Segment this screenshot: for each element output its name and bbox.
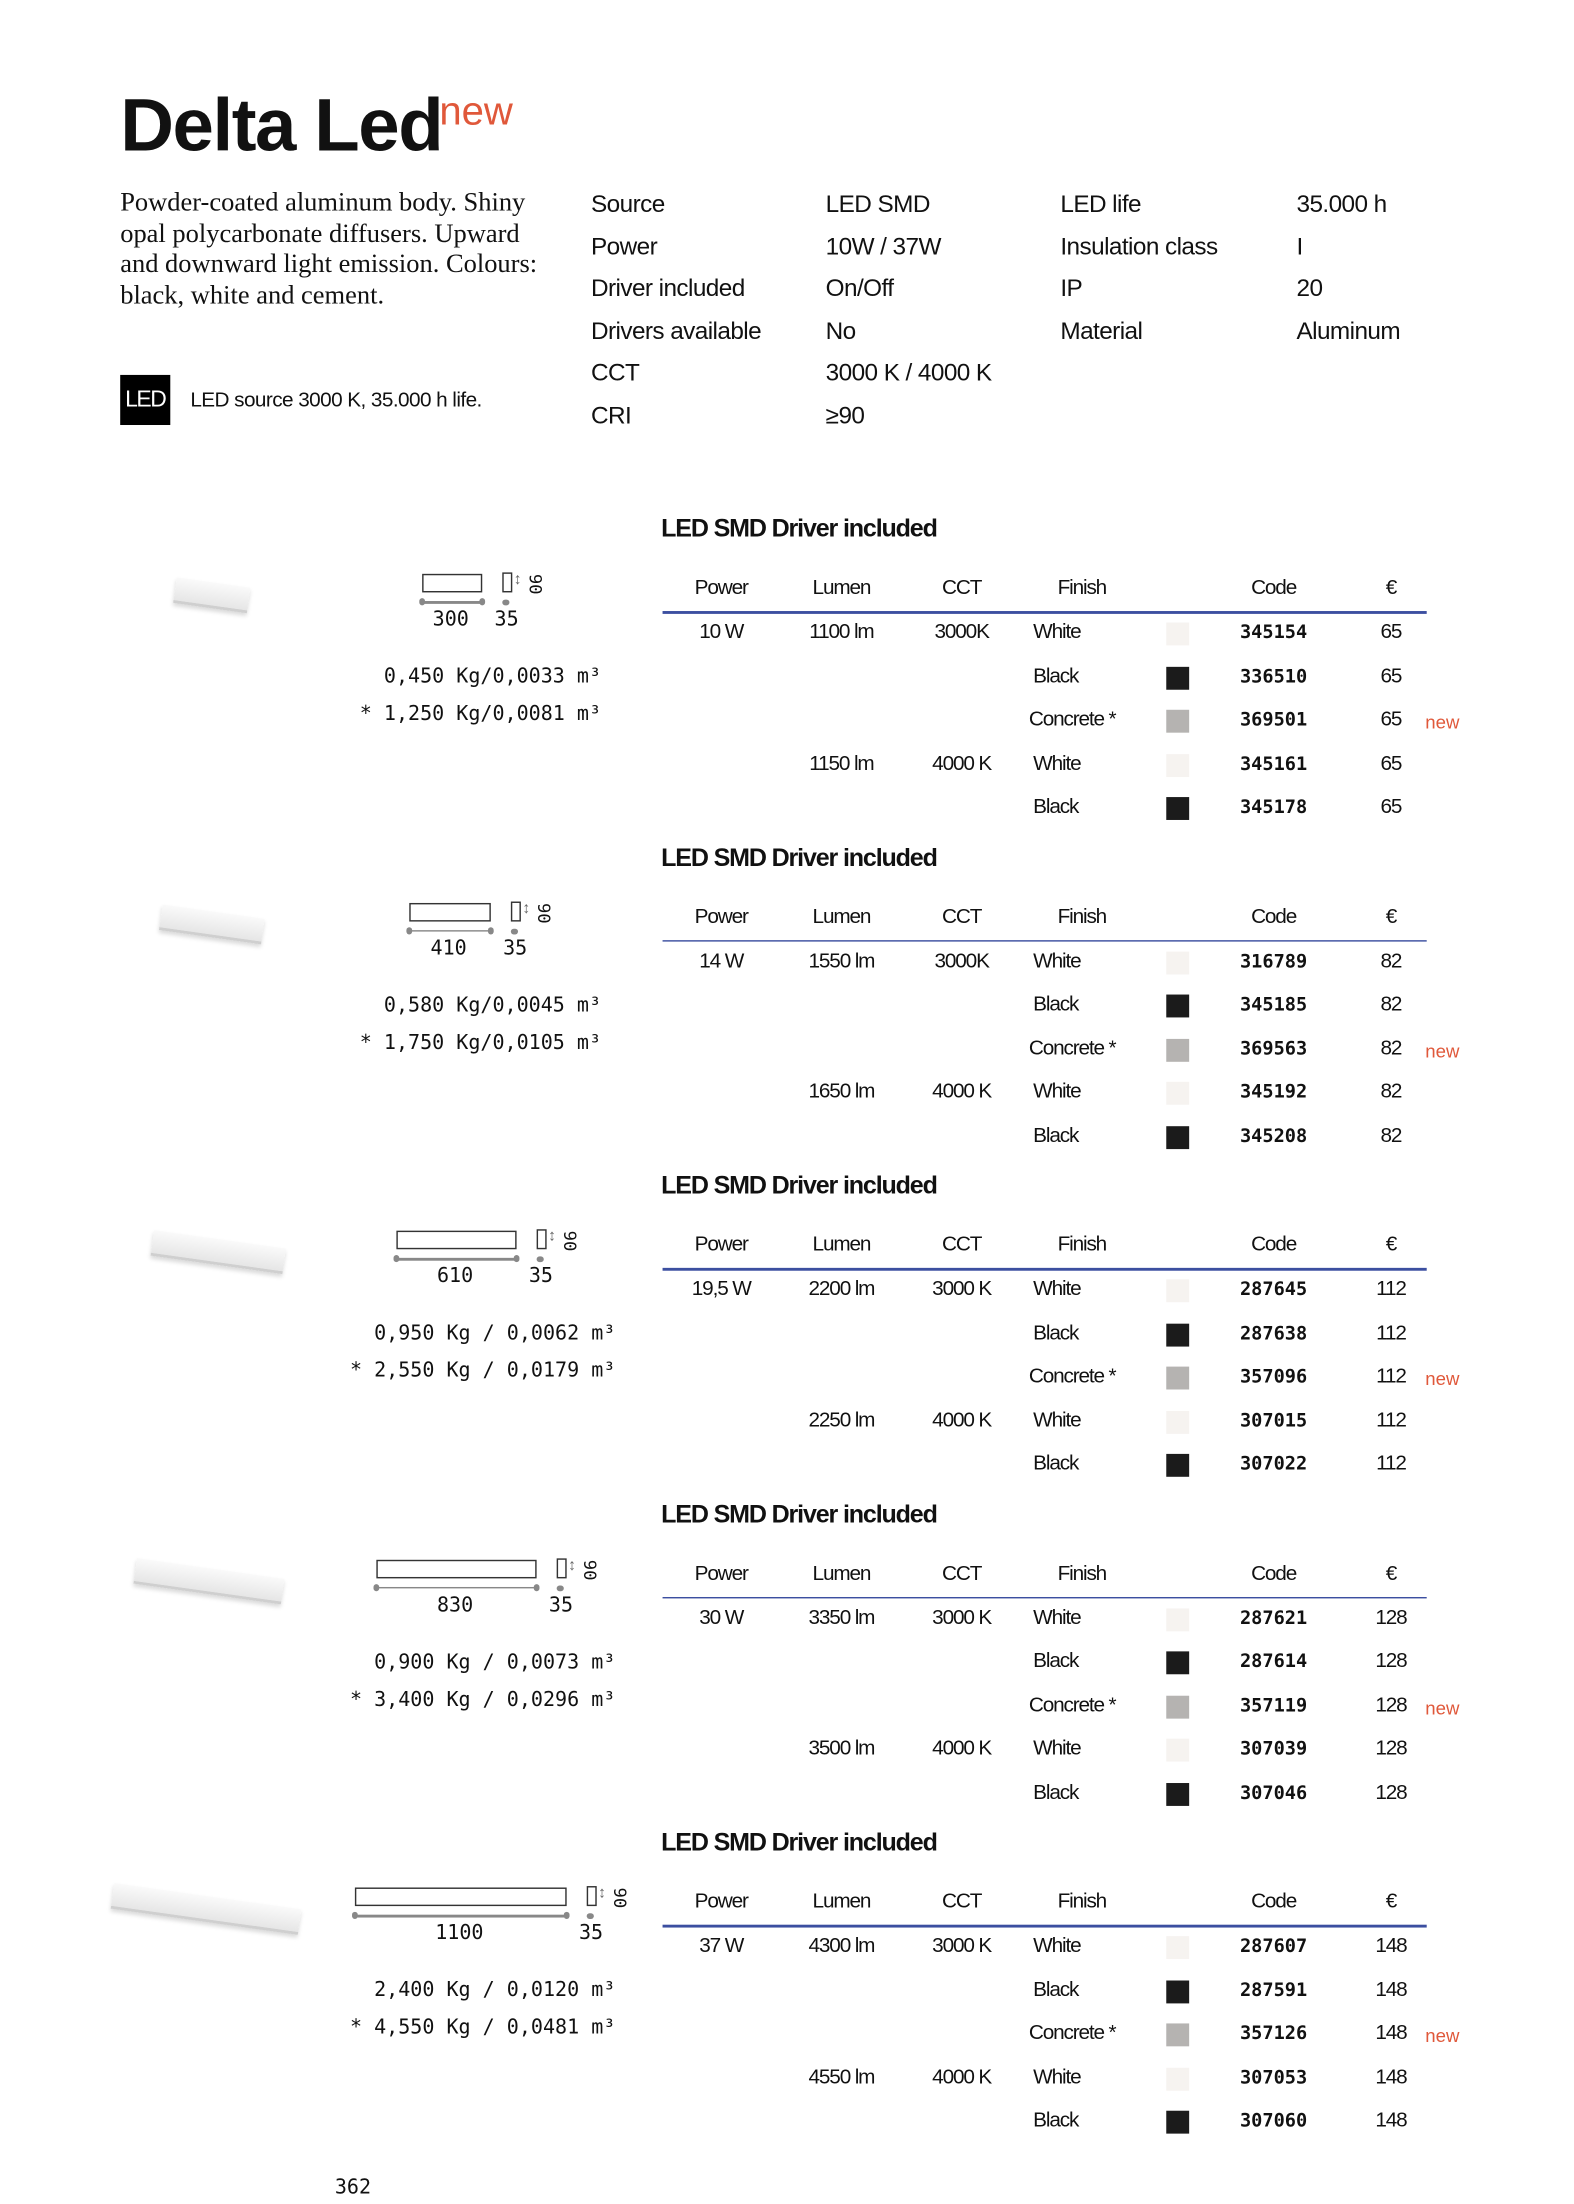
price-value: 65: [1380, 621, 1402, 644]
header-rule: [663, 939, 1427, 941]
dimension-depth-dot: [587, 1913, 594, 1919]
price-value: 128: [1375, 1606, 1407, 1630]
finish-swatch: [1166, 2067, 1189, 2090]
column-header-finish: Finish: [1057, 1561, 1107, 1585]
finish-value: Concrete *: [1028, 2022, 1116, 2045]
price-value: 148: [1375, 1934, 1407, 1958]
dimension-depth-dot: [511, 928, 518, 934]
spec-label: Insulation class: [1060, 233, 1218, 261]
finish-swatch: [1166, 622, 1189, 645]
product-image: [173, 577, 250, 613]
product-image: [159, 904, 265, 944]
weight-volume: 0,900 Kg / 0,0073 m³: [374, 1650, 616, 1674]
weight-volume: 0,450 Kg/0,0033 m³: [383, 665, 602, 689]
cct-value: 4000 K: [932, 1737, 992, 1761]
dimension-side-icon: [511, 901, 521, 921]
dimension-length-line: [422, 601, 482, 603]
new-badge: new: [1425, 1696, 1460, 1718]
product-code: 287614: [1239, 1651, 1308, 1673]
finish-value: White: [1033, 1080, 1081, 1104]
height-arrow-icon: ↕: [513, 570, 522, 589]
spec-value: ≥90: [825, 402, 865, 430]
dimension-length: 1100: [435, 1921, 484, 1945]
dimension-front-icon: [422, 574, 482, 593]
finish-swatch: [1166, 2023, 1189, 2046]
power-value: 14 W: [699, 949, 744, 973]
column-header-cct: CCT: [942, 905, 982, 929]
dimension-height: 90: [579, 1559, 600, 1580]
section-heading: LED SMD Driver included: [661, 513, 937, 543]
price-value: 128: [1375, 1693, 1407, 1717]
section-heading: LED SMD Driver included: [661, 1498, 937, 1528]
product-code: 345161: [1239, 753, 1308, 775]
product-code: 287591: [1239, 1979, 1308, 2002]
spec-value: 35.000 h: [1296, 190, 1387, 218]
dimension-front-icon: [376, 1559, 536, 1578]
column-header-code: Code: [1251, 905, 1297, 929]
variant-section: [0, 1498, 1574, 1845]
finish-value: Black: [1033, 1452, 1079, 1476]
spec-label: Material: [1060, 317, 1143, 345]
finish-swatch: [1166, 1695, 1189, 1718]
finish-value: White: [1033, 1408, 1081, 1432]
finish-swatch: [1166, 797, 1189, 820]
spec-value: No: [825, 317, 856, 345]
new-badge: new: [439, 88, 513, 134]
dimension-depth: 35: [548, 1593, 574, 1617]
dimension-length-line: [409, 929, 491, 931]
variant-section: [0, 842, 1574, 1188]
finish-value: White: [1033, 1737, 1081, 1761]
finish-value: White: [1033, 1606, 1081, 1630]
dimension-side-icon: [587, 1886, 597, 1906]
dimension-depth: 35: [578, 1921, 604, 1945]
cct-value: 3000K: [934, 949, 989, 973]
price-value: 128: [1375, 1737, 1407, 1761]
finish-value: White: [1033, 1277, 1081, 1301]
product-image: [111, 1883, 302, 1935]
price-value: 65: [1380, 751, 1402, 775]
spec-value: LED SMD: [825, 190, 930, 218]
finish-swatch: [1166, 1936, 1189, 1959]
dimension-length-line: [376, 1586, 536, 1588]
spec-label: Driver included: [591, 274, 745, 302]
cct-value: 4000 K: [932, 1408, 992, 1432]
dimension-depth-dot: [537, 1256, 544, 1262]
price-value: 148: [1375, 1978, 1407, 2002]
finish-swatch: [1166, 1082, 1189, 1105]
column-header-price: €: [1385, 1561, 1397, 1585]
spec-label: Drivers available: [591, 317, 762, 345]
column-header-code: Code: [1251, 576, 1297, 600]
product-code: 287645: [1239, 1279, 1308, 1301]
product-code: 345192: [1239, 1081, 1308, 1104]
price-value: 148: [1375, 2065, 1407, 2089]
cct-value: 3000 K: [932, 1606, 992, 1630]
cct-value: 4000 K: [932, 2065, 992, 2089]
dimension-length: 410: [430, 936, 467, 960]
product-code: 307053: [1239, 2067, 1308, 2089]
header-rule: [663, 1268, 1427, 1270]
lumen-value: 1100 lm: [809, 621, 874, 644]
led-icon: LED: [120, 375, 170, 425]
dimension-height: 90: [559, 1230, 580, 1252]
price-value: 65: [1380, 795, 1402, 819]
price-value: 148: [1375, 2109, 1407, 2133]
product-code: 307015: [1239, 1410, 1308, 1432]
product-code: 357096: [1239, 1366, 1308, 1389]
dimension-height: 90: [533, 902, 554, 923]
product-code: 336510: [1239, 666, 1308, 688]
finish-swatch: [1166, 710, 1189, 733]
finish-swatch: [1166, 666, 1189, 689]
spec-value: 10W / 37W: [825, 233, 941, 261]
finish-value: White: [1033, 1934, 1081, 1958]
column-header-price: €: [1385, 1890, 1397, 1914]
column-header-code: Code: [1251, 1890, 1297, 1914]
packaging-weight-volume: * 4,550 Kg / 0,0481 m³: [349, 2016, 616, 2040]
product-code: 345178: [1239, 797, 1308, 819]
spec-label: Source: [591, 190, 665, 218]
cct-value: 3000 K: [932, 1277, 992, 1301]
header-rule: [663, 1596, 1427, 1598]
column-header-cct: CCT: [942, 1561, 982, 1585]
lumen-value: 1150 lm: [809, 751, 874, 775]
spec-value: On/Off: [825, 274, 894, 302]
price-value: 112: [1376, 1365, 1406, 1389]
spec-label: Power: [591, 233, 658, 261]
price-value: 65: [1380, 708, 1402, 732]
product-description: Powder-coated aluminum body. Shiny opal polycarbonate diffusers. Upward and downward light emission. Colours: black, white and cement.: [120, 188, 538, 310]
price-value: 148: [1375, 2022, 1407, 2045]
product-code: 369501: [1239, 709, 1308, 732]
product-code: 307022: [1239, 1453, 1308, 1476]
spec-label: CRI: [591, 402, 632, 430]
cct-value: 3000K: [934, 621, 989, 644]
power-value: 19,5 W: [691, 1277, 751, 1301]
column-header-cct: CCT: [942, 576, 982, 600]
column-header-lumen: Lumen: [812, 1890, 871, 1914]
spec-value: I: [1296, 233, 1303, 261]
price-value: 128: [1375, 1780, 1407, 1804]
dimension-depth: 35: [503, 936, 528, 960]
dimension-front-icon: [409, 902, 491, 921]
height-arrow-icon: ↕: [568, 1556, 576, 1574]
column-header-code: Code: [1251, 1233, 1297, 1257]
column-header-lumen: Lumen: [812, 1233, 871, 1257]
header-rule: [663, 1925, 1427, 1927]
dimension-side-icon: [537, 1229, 547, 1249]
finish-swatch: [1166, 1125, 1189, 1148]
power-value: 30 W: [699, 1606, 744, 1630]
finish-swatch: [1166, 753, 1189, 776]
price-value: 82: [1380, 1080, 1402, 1104]
column-header-finish: Finish: [1057, 576, 1107, 600]
finish-value: Concrete *: [1028, 1693, 1116, 1717]
column-header-power: Power: [694, 1561, 748, 1585]
finish-swatch: [1166, 1323, 1189, 1346]
spec-value: Aluminum: [1296, 317, 1401, 345]
column-header-power: Power: [694, 1890, 748, 1914]
price-value: 65: [1380, 664, 1402, 688]
dimension-length: 610: [436, 1265, 474, 1288]
cct-value: 3000 K: [932, 1934, 992, 1958]
column-header-cct: CCT: [942, 1890, 982, 1914]
product-code: 307060: [1239, 2110, 1308, 2133]
dimension-length: 300: [432, 608, 469, 632]
dimension-depth: 35: [528, 1265, 553, 1288]
cct-value: 4000 K: [932, 1080, 992, 1104]
power-value: 10 W: [699, 621, 744, 644]
column-header-lumen: Lumen: [812, 576, 871, 600]
dimension-depth-dot: [557, 1585, 564, 1591]
lumen-value: 3350 lm: [808, 1606, 875, 1630]
lumen-value: 4550 lm: [808, 2065, 875, 2089]
finish-value: Concrete *: [1028, 1365, 1116, 1389]
dimension-depth: 35: [494, 608, 519, 632]
weight-volume: 2,400 Kg / 0,0120 m³: [374, 1979, 616, 2002]
finish-swatch: [1166, 995, 1189, 1018]
finish-swatch: [1166, 1038, 1189, 1061]
dimension-depth-dot: [502, 600, 509, 606]
column-header-finish: Finish: [1057, 1890, 1107, 1914]
product-image: [151, 1230, 286, 1274]
price-value: 112: [1376, 1408, 1406, 1432]
dimension-front-icon: [396, 1231, 516, 1250]
dimension-length-line: [355, 1915, 567, 1917]
price-value: 128: [1375, 1649, 1407, 1673]
column-header-cct: CCT: [942, 1233, 982, 1257]
price-value: 82: [1380, 1124, 1402, 1147]
height-arrow-icon: ↕: [548, 1227, 556, 1245]
spec-label: IP: [1060, 274, 1083, 302]
new-badge: new: [1425, 711, 1460, 733]
finish-value: White: [1033, 949, 1081, 973]
dimension-height: 90: [609, 1887, 630, 1909]
column-header-code: Code: [1251, 1561, 1297, 1585]
finish-swatch: [1166, 1410, 1189, 1433]
finish-value: White: [1033, 621, 1081, 644]
column-header-finish: Finish: [1057, 1233, 1107, 1257]
led-note: LED source 3000 K, 35.000 h life.: [190, 389, 482, 413]
variant-section: [0, 513, 1574, 860]
dimension-length-line: [396, 1258, 516, 1260]
finish-value: Black: [1033, 1124, 1079, 1147]
product-code: 345185: [1239, 994, 1308, 1017]
packaging-weight-volume: * 1,250 Kg/0,0081 m³: [359, 702, 602, 726]
product-title: Delta Led: [120, 84, 443, 168]
product-code: 345208: [1239, 1125, 1308, 1147]
power-value: 37 W: [699, 1934, 744, 1958]
packaging-weight-volume: * 1,750 Kg/0,0105 m³: [359, 1031, 602, 1054]
price-value: 82: [1380, 949, 1402, 973]
price-value: 82: [1380, 993, 1402, 1017]
column-header-finish: Finish: [1057, 905, 1107, 929]
finish-swatch: [1166, 1782, 1189, 1805]
section-heading: LED SMD Driver included: [661, 1170, 937, 1200]
finish-swatch: [1166, 1454, 1189, 1477]
product-code: 287621: [1239, 1607, 1308, 1630]
dimension-front-icon: [355, 1887, 567, 1906]
finish-swatch: [1166, 1739, 1189, 1762]
product-code: 307039: [1239, 1738, 1308, 1761]
finish-value: Black: [1033, 1649, 1079, 1673]
product-code: 369563: [1239, 1038, 1308, 1060]
price-value: 82: [1380, 1036, 1402, 1060]
lumen-value: 2250 lm: [808, 1408, 875, 1432]
dimension-height: 90: [525, 573, 546, 595]
finish-value: Black: [1033, 993, 1079, 1017]
dimension-side-icon: [502, 572, 512, 592]
dimension-length: 830: [436, 1593, 474, 1617]
page-number: 362: [334, 2176, 372, 2200]
spec-label: LED life: [1060, 190, 1141, 218]
column-header-price: €: [1385, 576, 1397, 600]
packaging-weight-volume: * 3,400 Kg / 0,0296 m³: [349, 1687, 616, 1711]
column-header-price: €: [1385, 905, 1397, 929]
spec-value: 20: [1296, 274, 1323, 302]
new-badge: new: [1425, 1039, 1460, 1062]
finish-value: Black: [1033, 1780, 1079, 1804]
column-header-power: Power: [694, 576, 748, 600]
header-rule: [663, 611, 1427, 613]
finish-swatch: [1166, 2111, 1189, 2134]
finish-value: Black: [1033, 1978, 1079, 2002]
product-code: 357119: [1239, 1695, 1308, 1717]
product-code: 287638: [1239, 1322, 1308, 1345]
column-header-lumen: Lumen: [812, 1561, 871, 1585]
column-header-lumen: Lumen: [812, 905, 871, 929]
packaging-weight-volume: * 2,550 Kg / 0,0179 m³: [349, 1359, 616, 1383]
section-heading: LED SMD Driver included: [661, 842, 937, 871]
product-image: [133, 1557, 284, 1603]
product-code: 357126: [1239, 2023, 1308, 2045]
finish-value: Black: [1033, 1321, 1079, 1345]
new-badge: new: [1425, 2024, 1460, 2047]
finish-swatch: [1166, 1651, 1189, 1674]
finish-value: White: [1033, 2065, 1081, 2089]
finish-swatch: [1166, 951, 1189, 974]
price-value: 112: [1376, 1452, 1406, 1476]
lumen-value: 2200 lm: [808, 1277, 875, 1301]
price-value: 112: [1376, 1321, 1406, 1345]
column-header-power: Power: [694, 1233, 748, 1257]
product-code: 345154: [1239, 622, 1308, 644]
price-value: 112: [1376, 1277, 1406, 1301]
weight-volume: 0,950 Kg / 0,0062 m³: [374, 1322, 616, 1346]
finish-swatch: [1166, 1980, 1189, 2003]
finish-swatch: [1166, 1608, 1189, 1631]
finish-value: Black: [1033, 664, 1079, 688]
lumen-value: 4300 lm: [808, 1934, 875, 1958]
product-code: 316789: [1239, 950, 1308, 973]
finish-value: Black: [1033, 2109, 1079, 2133]
spec-label: CCT: [591, 359, 640, 387]
finish-swatch: [1166, 1279, 1189, 1302]
finish-value: Concrete *: [1028, 1036, 1116, 1060]
weight-volume: 0,580 Kg/0,0045 m³: [383, 993, 602, 1017]
finish-value: Black: [1033, 795, 1079, 819]
product-code: 287607: [1239, 1936, 1308, 1958]
finish-value: Concrete *: [1028, 708, 1116, 732]
variant-section: [0, 1170, 1574, 1517]
product-code: 307046: [1239, 1782, 1308, 1804]
new-badge: new: [1425, 1368, 1460, 1390]
finish-swatch: [1166, 1367, 1189, 1390]
variant-section: [0, 1827, 1574, 2174]
height-arrow-icon: ↕: [598, 1884, 607, 1902]
cct-value: 4000 K: [932, 751, 992, 775]
dimension-side-icon: [557, 1558, 567, 1578]
lumen-value: 1550 lm: [808, 949, 875, 973]
column-header-price: €: [1385, 1233, 1397, 1257]
lumen-value: 1650 lm: [808, 1080, 875, 1104]
finish-value: White: [1033, 751, 1081, 775]
section-heading: LED SMD Driver included: [661, 1827, 937, 1857]
height-arrow-icon: ↕: [522, 899, 531, 917]
lumen-value: 3500 lm: [808, 1737, 875, 1761]
spec-value: 3000 K / 4000 K: [825, 359, 992, 387]
column-header-power: Power: [694, 905, 748, 929]
